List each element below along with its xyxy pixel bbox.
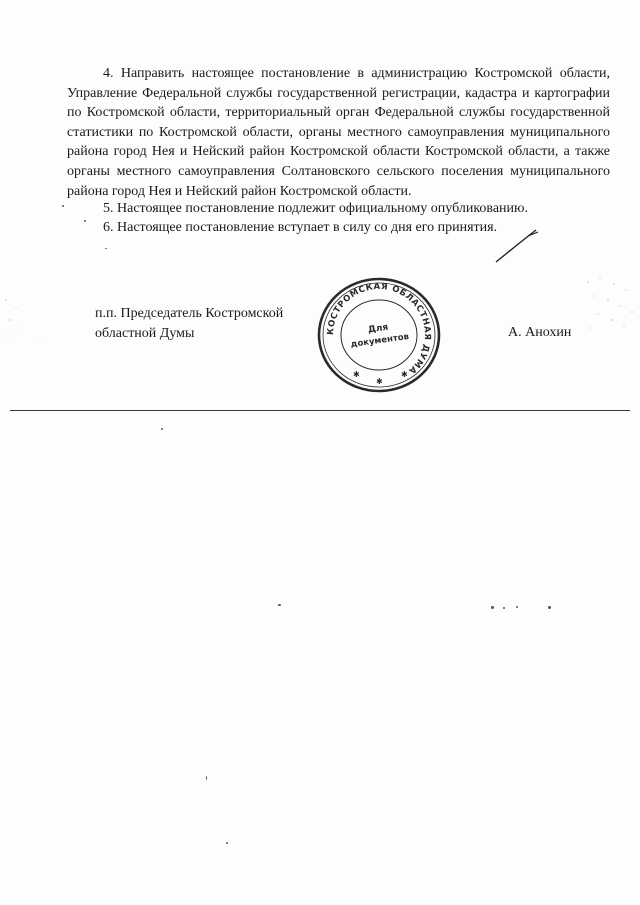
scan-speck bbox=[226, 842, 228, 844]
seal-star-center-icon: ✱ bbox=[376, 377, 383, 386]
seal-star-right-icon: ✱ bbox=[401, 370, 408, 379]
scan-noise-left bbox=[0, 290, 60, 350]
signer-title-line-2: областной Думы bbox=[95, 325, 195, 341]
signer-name: А. Анохин bbox=[508, 325, 572, 340]
seal-center-line-1: Для bbox=[367, 322, 389, 336]
scan-speck bbox=[62, 205, 64, 207]
paragraph-4: 4. Направить настоящее постановление в администрацию Костромской области, Управление Федеральной службы государственной регистрации, кадастра и картографии по Костромской области, территориальный орган Федеральной службы государственной статистики по Костромской области, органы местного самоуправления муниципального района город Нея и Нейский район Костромской области Костромской области, а также органы местного самоуправления Солтановского сельского поселения муниципального района город Нея и Нейский район Костромской области. bbox=[67, 66, 610, 199]
scan-noise-right bbox=[580, 270, 640, 340]
handwritten-signature bbox=[492, 222, 542, 266]
scan-speck bbox=[84, 220, 86, 222]
horizontal-rule bbox=[10, 410, 630, 411]
paragraph-6: 6. Настоящее постановление вступает в силу со дня его принятия. bbox=[103, 220, 498, 235]
official-seal bbox=[315, 276, 443, 394]
scan-speck bbox=[105, 248, 107, 249]
scan-speck bbox=[503, 607, 505, 609]
signer-title bbox=[95, 304, 283, 343]
seal-star-left-icon: ✱ bbox=[353, 370, 360, 379]
scan-speck bbox=[548, 606, 551, 609]
seal-center-line-2: документов bbox=[350, 331, 410, 350]
scan-speck bbox=[161, 428, 163, 430]
scan-speck bbox=[491, 606, 494, 609]
scan-speck bbox=[206, 776, 207, 780]
scan-speck bbox=[278, 604, 281, 606]
paragraph-5: 5. Настоящее постановление подлежит официальному опубликованию. bbox=[103, 201, 528, 216]
seal-outer-text: КОСТРОМСКАЯ ОБЛАСТНАЯ ДУМА bbox=[325, 281, 433, 376]
scan-speck bbox=[516, 606, 518, 608]
signer-title-line-1: п.п. Председатель Костромской bbox=[95, 306, 284, 321]
